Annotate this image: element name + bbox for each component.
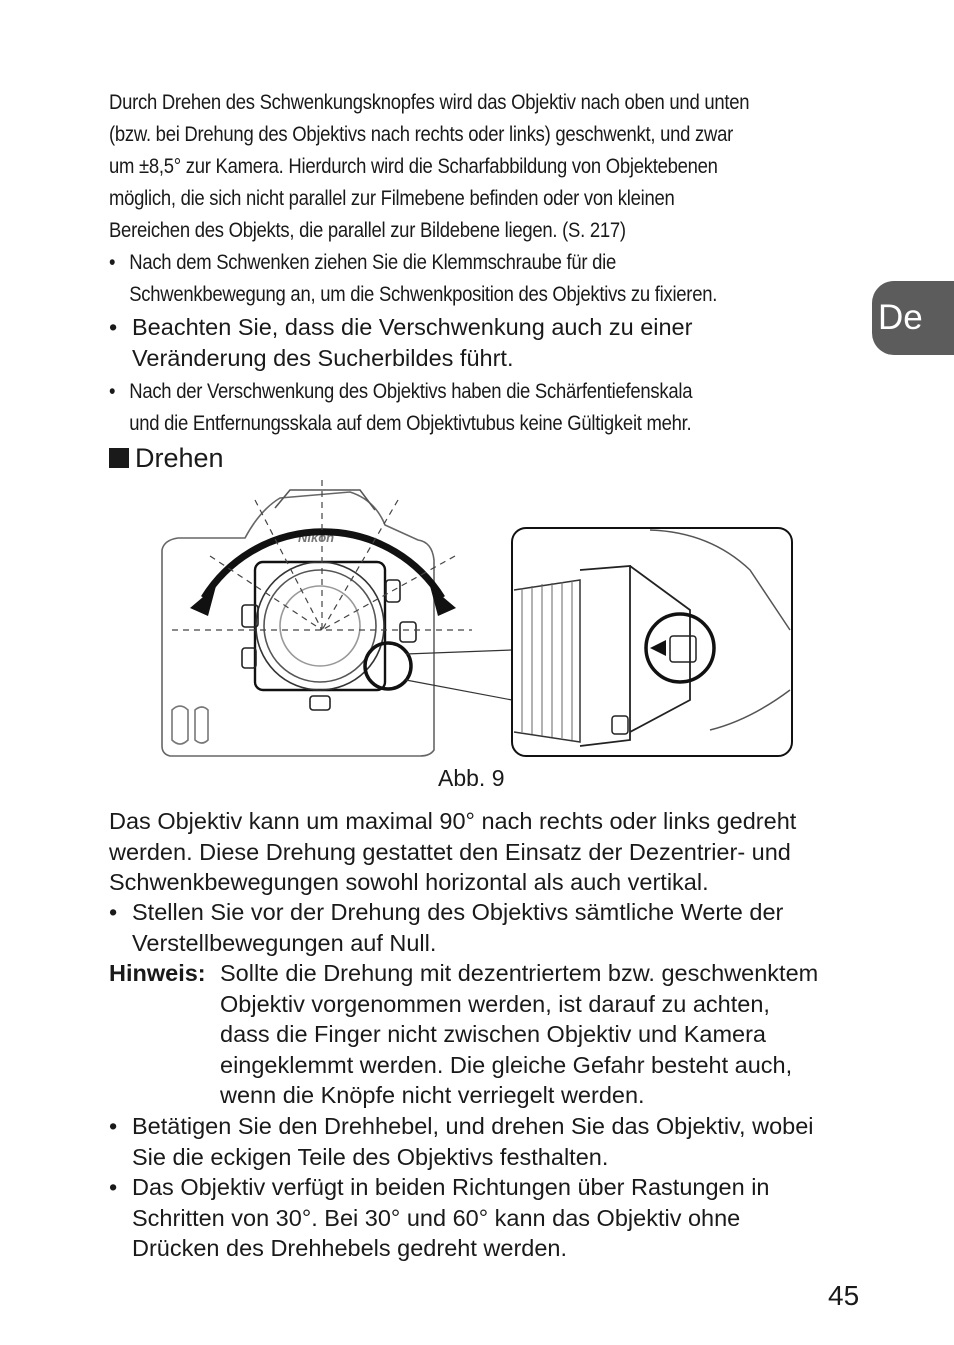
bullet-line: Schwenkbewegung an, um die Schwenkposition des Objektivs zu fixieren. bbox=[129, 283, 718, 306]
figure-rotation-illustration bbox=[150, 470, 800, 770]
intro-paragraph bbox=[109, 87, 749, 247]
bullet-dot: • bbox=[109, 251, 116, 274]
figure-caption: Abb. 9 bbox=[438, 765, 505, 791]
detail-view bbox=[512, 528, 792, 756]
bullet-line: und die Entfernungsskala auf dem Objektivtubus keine Gültigkeit mehr. bbox=[129, 412, 692, 435]
square-bullet-icon bbox=[109, 448, 129, 468]
bullet-line: Betätigen Sie den Drehhebel, und drehen Sie das Objektiv, wobei bbox=[132, 1113, 814, 1139]
intro-line: möglich, die sich nicht parallel zur Filmebene befinden oder von kleinen bbox=[109, 187, 675, 210]
note-line: dass die Finger nicht zwischen Objektiv und Kamera bbox=[220, 1021, 766, 1047]
note-label: Hinweis: bbox=[109, 960, 206, 986]
bullet-dot: • bbox=[109, 899, 118, 925]
arrow-left-icon bbox=[190, 586, 216, 616]
note-line: eingeklemmt werden. Die gleiche Gefahr besteht auch, bbox=[220, 1051, 793, 1078]
bullet-line: Beachten Sie, dass die Verschwenkung auch zu einer bbox=[132, 314, 693, 340]
body-paragraph bbox=[109, 806, 796, 898]
bullet-line: Nach der Verschwenkung des Objektivs haben die Schärfentiefenskala bbox=[129, 380, 693, 403]
camera-front-drawing bbox=[162, 490, 434, 756]
bullet-dot: • bbox=[109, 1113, 118, 1139]
bullet-line: Schritten von 30°. Bei 30° und 60° kann das Objektiv ohne bbox=[132, 1204, 741, 1231]
section-title: Drehen bbox=[135, 443, 224, 473]
bullet-line: Drücken des Drehhebels gedreht werden. bbox=[132, 1235, 568, 1261]
paragraph-line: Schwenkbewegungen sowohl horizontal als auch vertikal. bbox=[109, 869, 709, 895]
language-tab bbox=[872, 281, 954, 355]
bullet-dot: • bbox=[109, 380, 116, 403]
bullet-line: Das Objektiv verfügt in beiden Richtungen über Rastungen in bbox=[132, 1174, 770, 1200]
paragraph-line: werden. Diese Drehung gestattet den Einsatz der Dezentrier- und bbox=[109, 838, 791, 865]
bullet-line: Stellen Sie vor der Drehung des Objektivs sämtliche Werte der bbox=[132, 899, 784, 925]
brand-logo-text: Nikon bbox=[298, 530, 335, 545]
intro-line: (bzw. bei Drehung des Objektivs nach rechts oder links) geschwenkt, und zwar bbox=[109, 123, 733, 146]
language-tab-label: De bbox=[878, 298, 923, 337]
note-line: wenn die Knöpfe nicht verriegelt werden. bbox=[220, 1082, 645, 1108]
intro-line: Durch Drehen des Schwenkungsknopfes wird das Objektiv nach oben und unten bbox=[109, 91, 750, 114]
bullet-line: Sie die eckigen Teile des Objektivs festhalten. bbox=[132, 1143, 609, 1170]
callout-lines bbox=[406, 650, 512, 700]
axis-lines bbox=[172, 480, 472, 630]
bullet-dot: • bbox=[109, 1174, 118, 1200]
paragraph-line: Das Objektiv kann um maximal 90° nach rechts oder links gedreht bbox=[109, 808, 797, 834]
intro-line: Bereichen des Objekts, die parallel zur Bildebene liegen. (S. 217) bbox=[109, 219, 626, 242]
note-line: Objektiv vorgenommen werden, ist darauf zu achten, bbox=[220, 990, 770, 1017]
page-number: 45 bbox=[828, 1280, 860, 1311]
bullet-line: Nach dem Schwenken ziehen Sie die Klemmschraube für die bbox=[129, 251, 617, 274]
bullet-line: Veränderung des Sucherbildes führt. bbox=[132, 344, 514, 371]
bullet-dot: • bbox=[109, 314, 118, 340]
bullet-line: Verstellbewegungen auf Null. bbox=[132, 929, 437, 956]
intro-line: um ±8,5° zur Kamera. Hierdurch wird die Scharfabbildung von Objektebenen bbox=[109, 155, 718, 178]
note-line: Sollte die Drehung mit dezentriertem bzw. geschwenktem bbox=[220, 960, 819, 986]
